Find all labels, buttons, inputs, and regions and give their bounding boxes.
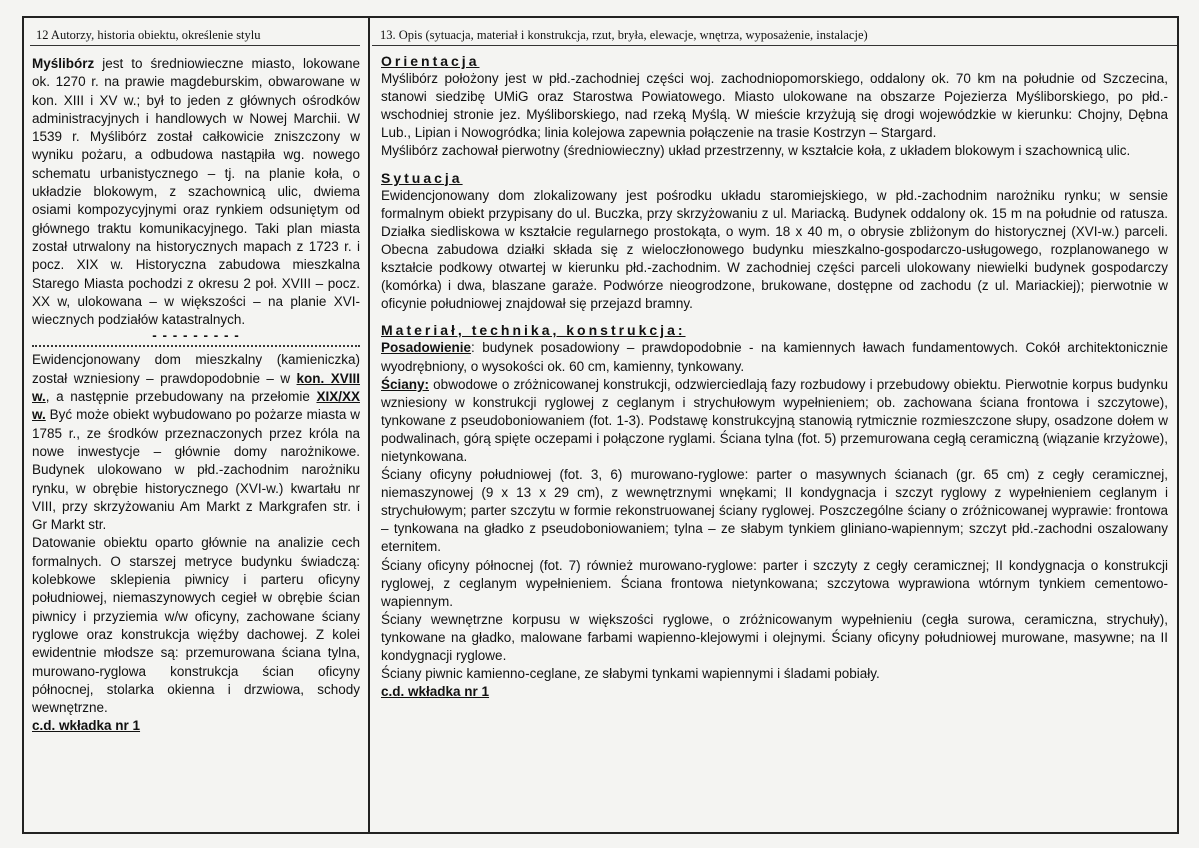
right-header-rule <box>372 45 1177 46</box>
section-title-sytuacja: Sytuacja <box>381 169 463 186</box>
dating-text-c: Być może obiekt wybudowano po pożarze miasta w 1785 r., ze środków przeznaczonych przez króla na nowe inwestycje – głównie domy narożnikowe. Budynek ulokowano w płd.-zachodnim narożniku rynku, w obrębie historycznego (XVI-w.) kwartału nr VIII, przy skrzyżowaniu Am Markt z Markgrafen str. i Gr Markt str. <box>32 407 360 533</box>
continuation-note-left: c.d. wkładka nr 1 <box>32 718 141 734</box>
oficyna-polnocna-paragraph: Ściany oficyny północnej (fot. 7) również murowano-ryglowe: parter i szczyty z cegły ceramicznej; II kondygnacja o konstrukcji ryglowej, z ceglanym wypełnieniem. Ściana frontowa nietynkowana; szczytowa wyprawiona wtórnym tynkiem cementowo-wapiennym. <box>381 557 1168 609</box>
column-divider <box>368 16 370 834</box>
history-paragraph <box>32 55 360 329</box>
separator: - - - - - - - - - <box>152 328 240 344</box>
left-column-header: 12 Autorzy, historia obiektu, określenie stylu <box>36 28 261 42</box>
posadowienie-text: : budynek posadowiony – prawdopodobnie - na kamiennych ławach fundamentowych. Cokół architektonicznie wyodrębniony, o wysokości ok. 60 cm, kamienny, tynkowany. <box>381 340 1168 374</box>
sciany-wewnetrzne-paragraph: Ściany wewnętrzne korpusu w większości ryglowe, o zróżnicowanym wypełnieniu (cegła surowa, ceramiczna, strychuły), tynkowane na gładko, malowane farbami wapienno-klejowymi i olejnymi. Ściany oficyny południowej murowane, masywne; na II kondygnacji ryglowe. <box>381 611 1168 663</box>
dating-text-b: , a następnie przebudowany na przełomie <box>45 389 317 405</box>
left-header-rule <box>30 45 360 46</box>
section-title-orientacja: Orientacja <box>381 53 480 69</box>
dating-text-a: Ewidencjonowany dom mieszkalny (kamieniczka) został wzniesiony – prawdopodobnie – w <box>32 352 360 386</box>
section-title-material: Materiał, technika, konstrukcja: <box>381 322 686 339</box>
posadowienie-label: Posadowienie <box>381 340 472 356</box>
dotted-divider <box>32 345 360 347</box>
history-text: jest to średniowieczne miasto, lokowane ok. 1270 r. na prawie magdeburskim, obwarowane w kon. XIII i XV w.; był to jeden z głównych ośrodków administracyjnych i handlowych w Nowej Marchii. W 1539 r. Myślibórz został całkowicie zniszczony w wyniku pożaru, a odbudowa nastąpiła wg. nowego schematu urbanistycznego – tj. na planie koła, o układzie blokowym, z szachownicą ulic, dwiema osiami kompozycyjnymi oraz rynkiem odsuniętym od głównego traktu komunikacyjnego. Taki plan miasta został utrwalony na historycznych mapach z 1723 r. i pocz. XIX w. Historyczna zabudowa mieszkalna Starego Miasta pochodzi z okresu 2 poł. XVIII – pocz. XX w, ulokowana – w większości – na planie XVI-wiecznych podziałów katastralnych. <box>32 56 360 328</box>
dating-highlight-2: XIX/XX w. <box>32 389 360 423</box>
sciany-piwnic-paragraph: Ściany piwnic kamienno-ceglane, ze słabymi tynkami wapiennymi i śladami pobiały. <box>381 666 880 682</box>
dating-highlight-1: kon. XVIII w. <box>32 370 360 405</box>
right-column-header: 13. Opis (sytuacja, materiał i konstrukcja, rzut, bryła, elewacje, wnętrza, wyposażenie, instalacje) <box>380 28 868 42</box>
orientacja-paragraph-1: Myślibórz położony jest w płd.-zachodniej części woj. zachodniopomorskiego, oddalony ok. 70 km na południe od Szczecina, stanowi siedzibę UMiG oraz Starostwa Powiatowego. Miasto ulokowane na obszarze Pojezierza Myśliborskiego, po płd.-wschodniej stronie jez. Myśliborskiego, nad rzeką Myślą. W mieście krzyżują się drogi wojewódzkie w kierunku: Chojny, Dębna Lub., Lipian i Nowogródka; linia kolejowa zapewnia połączenie na trasie Kostrzyn – Stargard. <box>381 71 1168 141</box>
town-name: Myślibórz <box>32 56 95 71</box>
dating-paragraph <box>32 351 360 534</box>
posadowienie-paragraph <box>381 339 1168 375</box>
sciany-paragraph <box>381 376 1168 466</box>
left-column <box>32 55 360 736</box>
oficyna-poludniowa-paragraph: Ściany oficyny południowej (fot. 3, 6) murowano-ryglowe: parter o masywnych ścianach (gr. 65 cm) z cegły ceramicznej, niemaszynowej (9 x 13 x 29 cm), z wewnętrznymi wnękami; II kondygnacja i szczyt ryglowy z wypełnieniem ceglanym i strychułowym; parter szczytu w formie rekonstruowanej ściany ryglowej. Poszczególne ściany o zróżnicowanej wyprawie: frontowa – tynkowana na gładko z pseudoboniowaniem; tylna – ze słabym tynkiem gliniano-wapiennym; szczyt płd.-zachodni oszalowany eternitem. <box>381 467 1168 555</box>
sytuacja-paragraph: Ewidencjonowany dom zlokalizowany jest pośrodku układu staromiejskiego, w płd.-zachodnim narożniku rynku; w sensie formalnym obiekt przypisany do ul. Buczka, przy skrzyżowaniu z ul. Mariacką. Budynek oddalony ok. 15 m na południe od ratusza. Działka siedliskowa w kształcie regularnego prostokąta, o wym. 18 x 40 m, o obrysie zbliżonym do historycznej (XVI-w.) parceli. Obecna zabudowa działki składa się z wieloczłonowego budynku mieszkalno-gospodarczo-usługowego, rozplanowanego w kształcie podkowy otwartej w kierunku płd.-zachodnim. W zachodniej części parceli ulokowany niewielki budynek gospodarczy (komórka) i dwa, blaszane garaże. Podwórze nieogrodzone, brukowane, dostępne od zachodu (z ul. Mariackiej); pierwotnie w oficynie południowej znajdował się przejazd bramny. <box>381 187 1168 312</box>
sciany-label: Ściany: <box>381 376 430 392</box>
analysis-paragraph: Datowanie obiektu oparto głównie na analizie cech formalnych. O starszej metryce budynku świadczą: kolebkowe sklepienia piwnicy i parteru oficyny południowej, niemaszynowych cegieł w obrębie ścian piwnicy i przyziemia w/w oficyny, zachowane ściany ryglowe oraz konstrukcja więźby dachowej. Z kolei ewidentnie młodsze są: przemurowana ściana tylna, murowano-ryglowa konstrukcja ścian oficyny północnej, stolarka okienna i drzwiowa, schody wewnętrzne. <box>32 535 360 716</box>
sciany-text: obwodowe o zróżnicowanej konstrukcji, odzwierciedlają fazy rozbudowy i przebudowy obiektu. Pierwotnie korpus budynku wzniesiony w konstrukcji ryglowej z ceglanym i strychułowym wypełnieniem; ob. zachowana ściana frontowa i szczytowe), tynkowane z pseudoboniowaniem (fot. 1-3). Podstawę konstrukcyjną stanowią rytmicznie rozmieszczone słupy, osadzone dołem w podwalinach, górą spięte oczepami i połączone ryglami. Ściana tylna (fot. 5) przemurowana cegłą ceramiczną (wiązanie krzyżowe), nietynkowana. <box>381 376 1168 464</box>
orientacja-paragraph-2: Myślibórz zachował pierwotny (średniowieczny) układ przestrzenny, w kształcie koła, z układem blokowym i szachownicą ulic. <box>381 143 1131 159</box>
right-column <box>381 52 1168 701</box>
continuation-note-right: c.d. wkładka nr 1 <box>381 684 490 700</box>
